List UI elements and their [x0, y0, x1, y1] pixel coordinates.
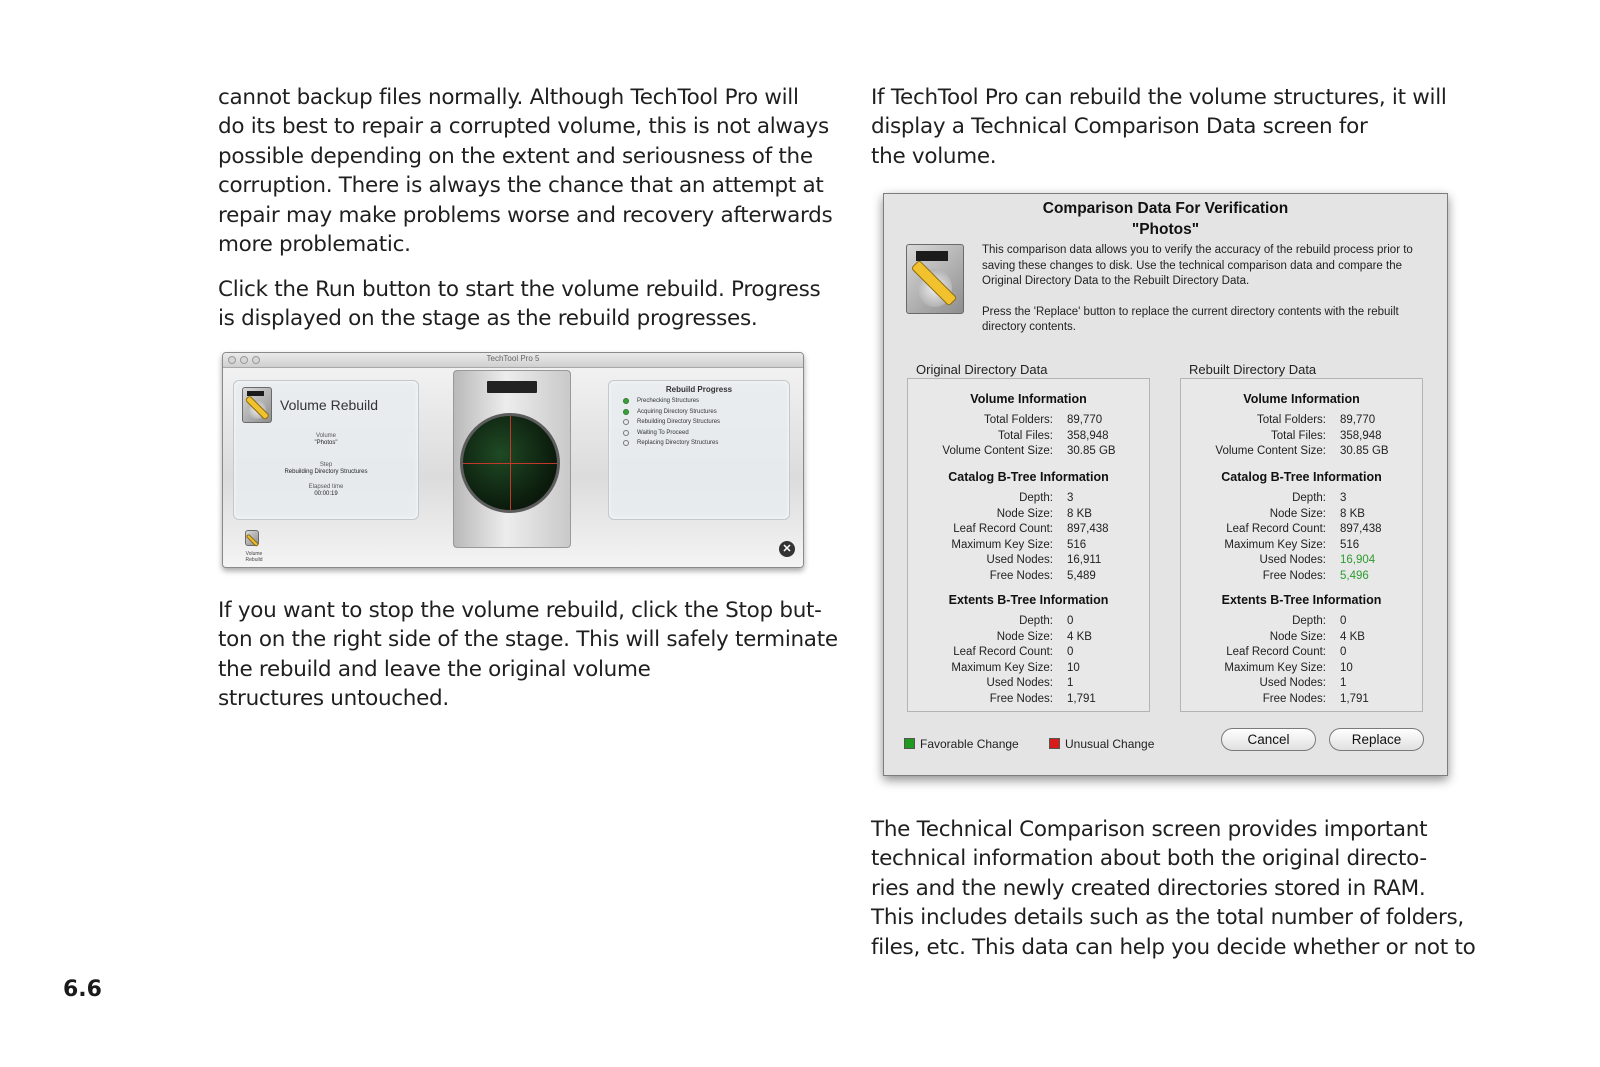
text-line: The Technical Comparison screen provides important	[871, 817, 1428, 842]
data-row: Maximum Key Size: 10	[1224, 661, 1353, 674]
data-row: Node Size: 8 KB	[1269, 507, 1365, 520]
data-row: Node Size: 4 KB	[996, 630, 1092, 643]
data-row: Leaf Record Count: 0	[953, 646, 1074, 659]
status-check-icon	[623, 409, 629, 415]
left-paragraph-3	[218, 596, 838, 714]
red-swatch-icon	[1049, 738, 1060, 749]
stop-button[interactable]: ✕	[779, 541, 795, 557]
data-row: Depth: 0	[1019, 615, 1074, 627]
status-empty-icon	[623, 430, 629, 436]
text-line: ries and the newly created directories stored in RAM.	[871, 875, 1426, 901]
data-row: Used Nodes: 16,911	[986, 554, 1102, 567]
dock-item-volume-rebuild[interactable]	[237, 530, 271, 563]
changed-value: 5,496	[1340, 570, 1369, 582]
data-row: Used Nodes: 16,904	[1181, 553, 1422, 569]
left-paragraph-1	[218, 83, 832, 259]
data-row: Node Size: 8 KB	[996, 507, 1092, 520]
replace-button[interactable]: Replace	[1329, 728, 1424, 751]
volume-value: "Photos"	[314, 440, 338, 446]
original-data-title: Original Directory Data	[916, 362, 1048, 377]
volume-rebuild-panel	[233, 380, 419, 520]
text-line: possible depending on the extent and seriousness of the	[218, 143, 813, 169]
green-swatch-icon	[904, 738, 915, 749]
status-empty-icon	[623, 440, 629, 446]
page-number: 6.6	[63, 977, 102, 1002]
data-row: Volume Content Size: 30.85 GB	[1215, 445, 1389, 458]
changed-value: 16,904	[1340, 554, 1376, 567]
section-title: Volume Information	[970, 392, 1087, 406]
description-text: This comparison data allows you to verify the accuracy of the rebuild process prior to saving these changes to disk. Use the technical comparison data and compare the Original Directory Data to the Rebuilt Directory Data.	[982, 244, 1413, 287]
legend-unusual: Unusual Change	[1049, 737, 1154, 751]
window-titlebar	[223, 353, 803, 368]
text-line: repair may make problems worse and recovery afterwards	[218, 202, 833, 228]
rebuild-progress-panel	[608, 380, 790, 520]
section-title: Volume Information	[1243, 392, 1360, 406]
dialog-title-line: Comparison Data For Verification	[1042, 200, 1289, 217]
text-line: If TechTool Pro can rebuild the volume structures, it will	[871, 85, 1447, 110]
text-line: This includes details such as the total number of folders,	[871, 905, 1464, 931]
rebuilt-data-title: Rebuilt Directory Data	[1189, 362, 1317, 377]
data-row: Total Folders: 89,770	[983, 414, 1103, 426]
hard-drive-screwdriver-icon	[906, 244, 964, 314]
hard-drive-graphic	[453, 370, 571, 548]
dock-label: Volume Rebuild	[245, 551, 263, 563]
window-title: TechTool Pro 5	[486, 354, 540, 363]
data-row: Total Files: 358,948	[1271, 429, 1382, 442]
text-line: Click the Run button to start the volume rebuild. Progress	[218, 277, 821, 302]
data-row: Leaf Record Count: 897,438	[953, 523, 1109, 536]
cancel-button[interactable]: Cancel	[1221, 728, 1316, 751]
dialog-subtitle: "Photos"	[1131, 221, 1200, 238]
section-title: Catalog B-Tree Information	[948, 470, 1109, 484]
text-line: cannot backup files normally. Although TechTool Pro will	[218, 85, 799, 110]
data-row: Free Nodes: 5,489	[989, 570, 1096, 582]
data-row: Depth: 3	[1292, 492, 1347, 504]
data-row: Used Nodes: 1	[986, 677, 1074, 690]
data-row: Leaf Record Count: 897,438	[1226, 523, 1382, 536]
data-row: Total Folders: 89,770	[1256, 414, 1376, 426]
data-row: Free Nodes: 5,496	[1181, 569, 1422, 585]
text-line: do its best to repair a corrupted volume, this is not always	[218, 114, 829, 140]
text-line: more problematic.	[218, 232, 411, 258]
text-line: is displayed on the stage as the rebuild progresses.	[218, 306, 758, 332]
volume-rebuild-icon	[242, 387, 272, 423]
techtool-window	[222, 352, 804, 568]
dialog-description	[982, 243, 1422, 351]
right-paragraph-2	[871, 815, 1475, 962]
text-line: structures untouched.	[218, 686, 449, 712]
step-label: Step	[319, 462, 333, 468]
progress-item: Acquiring Directory Structures	[623, 407, 720, 418]
stage	[223, 368, 803, 567]
data-row: Node Size: 4 KB	[1269, 630, 1365, 643]
right-paragraph-1	[871, 83, 1447, 171]
volume-label: Volume	[315, 433, 336, 439]
progress-item: Prechecking Structures	[623, 396, 720, 407]
drive-label	[487, 381, 537, 393]
section-title: Extents B-Tree Information	[1221, 593, 1382, 607]
volume-rebuild-icon	[245, 530, 263, 546]
text-line: files, etc. This data can help you decide whether or not to	[871, 934, 1476, 960]
text-line: the volume.	[871, 143, 997, 169]
comparison-dialog	[883, 193, 1448, 776]
dialog-title	[884, 198, 1447, 240]
data-row: Volume Content Size: 30.85 GB	[942, 445, 1116, 458]
panel-title: Volume Rebuild	[280, 397, 379, 413]
data-row: Free Nodes: 1,791	[989, 693, 1096, 705]
elapsed-label: Elapsed time	[308, 484, 344, 490]
text-line: If you want to stop the volume rebuild, click the Stop but-	[218, 598, 822, 623]
section-title: Extents B-Tree Information	[948, 593, 1109, 607]
progress-item: Replacing Directory Structures	[623, 438, 720, 449]
legend-favorable: Favorable Change	[904, 737, 1019, 751]
data-row: Maximum Key Size: 516	[1224, 538, 1360, 551]
data-row: Maximum Key Size: 10	[951, 661, 1080, 674]
data-row: Total Files: 358,948	[998, 429, 1109, 442]
data-row: Used Nodes: 1	[1259, 677, 1347, 690]
step-value: Rebuilding Directory Structures	[284, 469, 368, 475]
text-line: corruption. There is always the chance that an attempt at	[218, 173, 824, 199]
elapsed-value: 00:00:19	[314, 491, 338, 497]
status-check-icon	[623, 398, 629, 404]
status-empty-icon	[623, 419, 629, 425]
data-row: Maximum Key Size: 516	[951, 538, 1087, 551]
progress-list	[623, 396, 720, 449]
description-text: Press the 'Replace' button to replace the current directory contents with the rebuilt directory contents.	[982, 305, 1399, 333]
progress-item: Waiting To Proceed	[623, 428, 720, 439]
data-row: Free Nodes: 1,791	[1262, 693, 1369, 705]
data-row: Depth: 0	[1292, 615, 1347, 627]
progress-item: Rebuilding Directory Structures	[623, 417, 720, 428]
progress-title: Rebuild Progress	[665, 385, 733, 394]
text-line: display a Technical Comparison Data screen for	[871, 114, 1368, 140]
data-row: Leaf Record Count: 0	[1226, 646, 1347, 659]
rebuilt-data-box	[1180, 378, 1423, 712]
text-line: technical information about both the original directo-	[871, 846, 1427, 872]
left-paragraph-2	[218, 275, 820, 334]
radar-display	[460, 413, 560, 513]
data-row: Depth: 3	[1019, 492, 1074, 504]
text-line: the rebuild and leave the original volume	[218, 656, 651, 682]
original-data-box	[907, 378, 1150, 712]
text-line: ton on the right side of the stage. This will safely terminate	[218, 627, 838, 653]
section-title: Catalog B-Tree Information	[1221, 470, 1382, 484]
